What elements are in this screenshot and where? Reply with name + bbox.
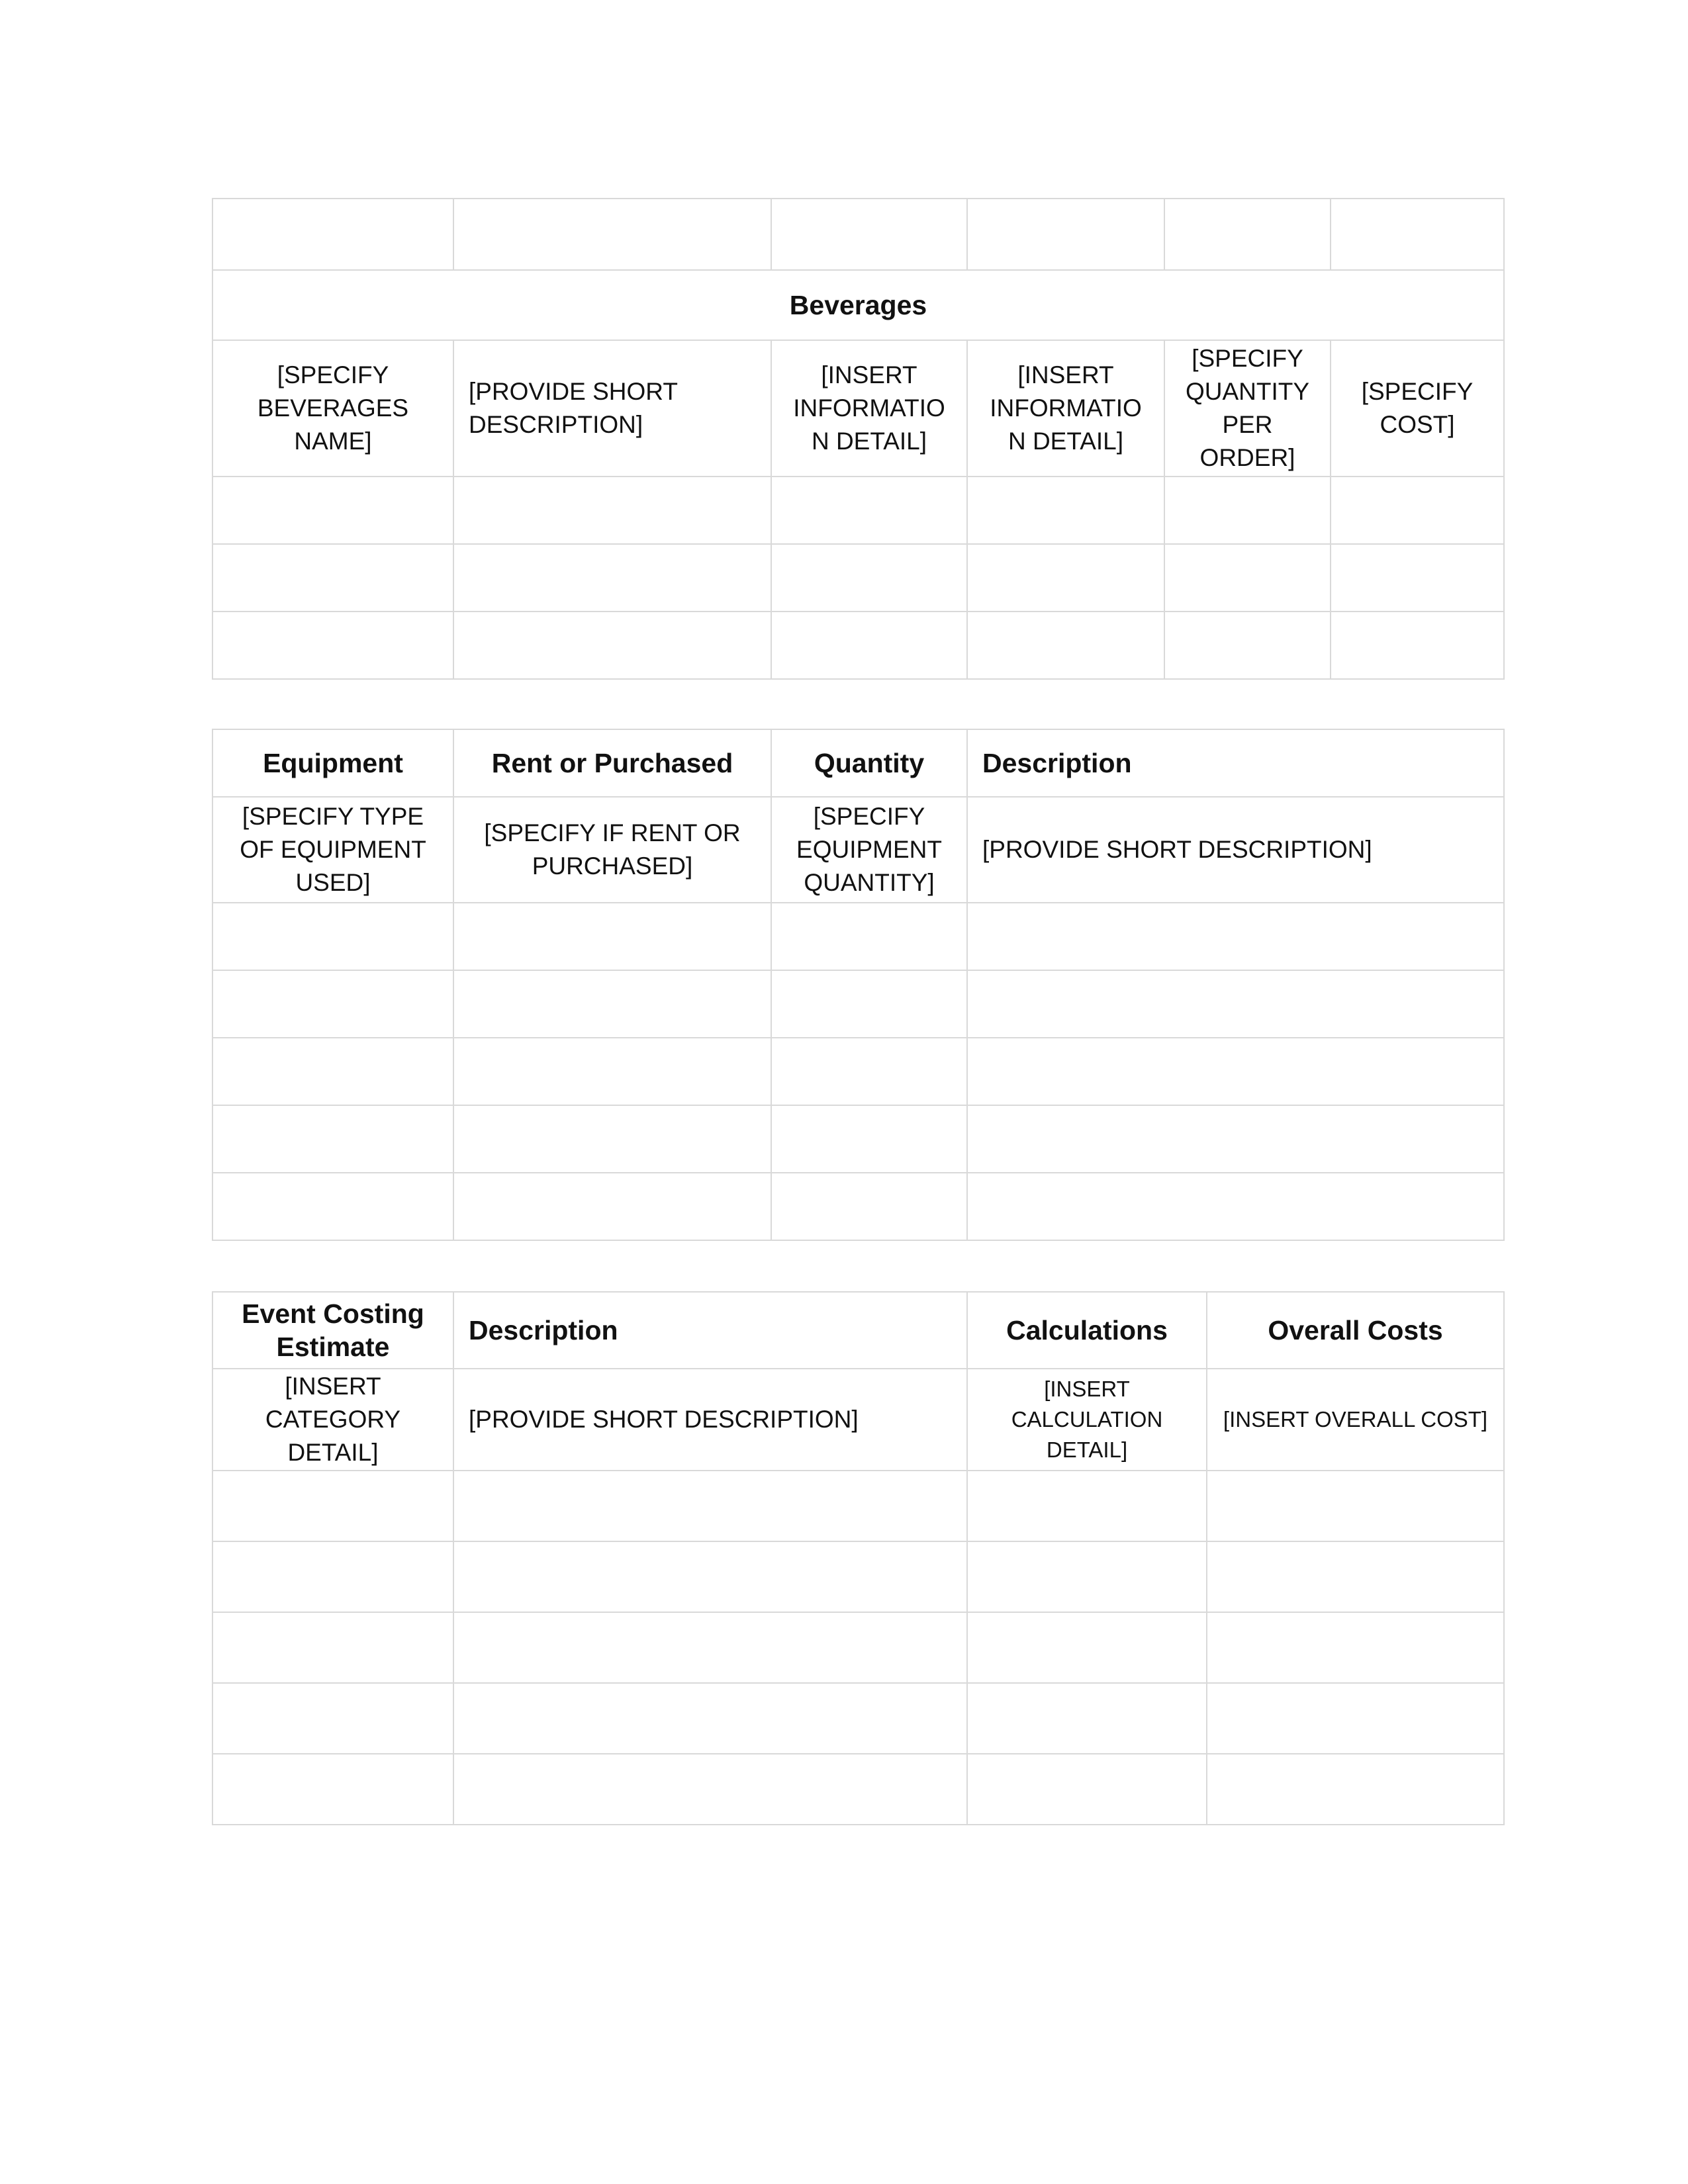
table-row xyxy=(212,612,1504,679)
table-cell[interactable] xyxy=(1164,477,1331,544)
table-cell[interactable] xyxy=(212,1754,453,1825)
table-row xyxy=(212,477,1504,544)
table-cell[interactable] xyxy=(453,1541,967,1612)
table-cell[interactable] xyxy=(967,1754,1207,1825)
table-cell[interactable] xyxy=(453,544,771,612)
rent-or-purchased-cell[interactable]: [SPECIFY IF RENT OR PURCHASED] xyxy=(453,797,771,903)
beverage-description-cell[interactable]: [PROVIDE SHORT DESCRIPTION] xyxy=(453,340,771,477)
overall-cost-cell[interactable]: [INSERT OVERALL COST] xyxy=(1207,1369,1504,1471)
table-cell[interactable] xyxy=(453,1612,967,1683)
event-costing-table xyxy=(212,1291,1505,1825)
table-cell[interactable] xyxy=(967,970,1504,1038)
table-cell[interactable] xyxy=(212,1105,453,1173)
table-cell[interactable] xyxy=(967,1105,1504,1173)
table-row xyxy=(212,270,1504,340)
table-cell[interactable] xyxy=(771,970,967,1038)
table-row xyxy=(212,797,1504,903)
table-cell[interactable] xyxy=(967,1612,1207,1683)
table-cell[interactable] xyxy=(1207,1754,1504,1825)
beverage-cost-cell[interactable]: [SPECIFY COST] xyxy=(1331,340,1504,477)
equipment-description-cell[interactable]: [PROVIDE SHORT DESCRIPTION] xyxy=(967,797,1504,903)
table-row xyxy=(212,1683,1504,1754)
table-cell[interactable] xyxy=(453,1683,967,1754)
table-cell[interactable] xyxy=(212,1683,453,1754)
table-cell[interactable] xyxy=(453,612,771,679)
table-cell[interactable] xyxy=(212,199,453,270)
event-costing-estimate-header: Event Costing Estimate xyxy=(212,1292,453,1369)
table-row xyxy=(212,1541,1504,1612)
equipment-header: Equipment xyxy=(212,729,453,797)
equipment-table xyxy=(212,729,1505,1241)
table-cell[interactable] xyxy=(212,970,453,1038)
table-row xyxy=(212,544,1504,612)
table-cell[interactable] xyxy=(967,1541,1207,1612)
beverage-info-cell[interactable]: [INSERT INFORMATIO N DETAIL] xyxy=(771,340,967,477)
table-cell[interactable] xyxy=(453,1105,771,1173)
calculation-cell[interactable]: [INSERT CALCULATION DETAIL] xyxy=(967,1369,1207,1471)
table-cell[interactable] xyxy=(1207,1471,1504,1541)
table-cell[interactable] xyxy=(967,1683,1207,1754)
table-row xyxy=(212,1038,1504,1105)
table-row xyxy=(212,340,1504,477)
beverage-quantity-cell[interactable]: [SPECIFY QUANTITY PER ORDER] xyxy=(1164,340,1331,477)
category-cell[interactable]: [INSERT CATEGORY DETAIL] xyxy=(212,1369,453,1471)
description-header: Description xyxy=(967,729,1504,797)
table-row xyxy=(212,1105,1504,1173)
table-cell[interactable] xyxy=(1164,612,1331,679)
table-cell[interactable] xyxy=(771,1038,967,1105)
description-header: Description xyxy=(453,1292,967,1369)
table-cell[interactable] xyxy=(1331,612,1504,679)
table-cell[interactable] xyxy=(1207,1612,1504,1683)
table-header-row xyxy=(212,1292,1504,1369)
table-cell[interactable] xyxy=(967,612,1164,679)
table-cell[interactable] xyxy=(967,1038,1504,1105)
table-cell[interactable] xyxy=(453,903,771,970)
beverages-table xyxy=(212,198,1505,680)
table-row xyxy=(212,1754,1504,1825)
table-cell[interactable] xyxy=(967,544,1164,612)
beverages-title: Beverages xyxy=(212,270,1504,340)
table-cell[interactable] xyxy=(771,1173,967,1240)
table-cell[interactable] xyxy=(771,612,967,679)
table-cell[interactable] xyxy=(1331,544,1504,612)
table-row xyxy=(212,903,1504,970)
table-cell[interactable] xyxy=(453,1173,771,1240)
table-cell[interactable] xyxy=(771,903,967,970)
table-row xyxy=(212,199,1504,270)
equipment-type-cell[interactable]: [SPECIFY TYPE OF EQUIPMENT USED] xyxy=(212,797,453,903)
table-cell[interactable] xyxy=(1164,544,1331,612)
table-row xyxy=(212,1612,1504,1683)
table-row xyxy=(212,1369,1504,1471)
quantity-header: Quantity xyxy=(771,729,967,797)
table-cell[interactable] xyxy=(212,1612,453,1683)
table-cell[interactable] xyxy=(212,1541,453,1612)
beverage-info-cell[interactable]: [INSERT INFORMATIO N DETAIL] xyxy=(967,340,1164,477)
equipment-quantity-cell[interactable]: [SPECIFY EQUIPMENT QUANTITY] xyxy=(771,797,967,903)
table-cell[interactable] xyxy=(967,1471,1207,1541)
table-cell[interactable] xyxy=(212,477,453,544)
table-row xyxy=(212,1471,1504,1541)
table-cell[interactable] xyxy=(212,903,453,970)
table-cell[interactable] xyxy=(1207,1683,1504,1754)
table-cell[interactable] xyxy=(212,612,453,679)
table-cell[interactable] xyxy=(771,199,967,270)
calculations-header: Calculations xyxy=(967,1292,1207,1369)
table-cell[interactable] xyxy=(1207,1541,1504,1612)
table-cell[interactable] xyxy=(212,544,453,612)
table-row xyxy=(212,1173,1504,1240)
table-cell[interactable] xyxy=(967,903,1504,970)
rent-or-purchased-header: Rent or Purchased xyxy=(453,729,771,797)
table-cell[interactable] xyxy=(967,199,1164,270)
table-row xyxy=(212,970,1504,1038)
table-cell[interactable] xyxy=(212,1038,453,1105)
table-header-row xyxy=(212,729,1504,797)
costing-description-cell[interactable]: [PROVIDE SHORT DESCRIPTION] xyxy=(453,1369,967,1471)
table-cell[interactable] xyxy=(771,1105,967,1173)
table-cell[interactable] xyxy=(453,970,771,1038)
beverage-name-cell[interactable]: [SPECIFY BEVERAGES NAME] xyxy=(212,340,453,477)
table-cell[interactable] xyxy=(212,1173,453,1240)
table-cell[interactable] xyxy=(1331,477,1504,544)
table-cell[interactable] xyxy=(212,1471,453,1541)
table-cell[interactable] xyxy=(453,1038,771,1105)
table-cell[interactable] xyxy=(771,544,967,612)
table-cell[interactable] xyxy=(453,199,771,270)
overall-costs-header: Overall Costs xyxy=(1207,1292,1504,1369)
table-cell[interactable] xyxy=(771,477,967,544)
table-cell[interactable] xyxy=(967,477,1164,544)
table-cell[interactable] xyxy=(453,1471,967,1541)
table-cell[interactable] xyxy=(453,1754,967,1825)
table-cell[interactable] xyxy=(967,1173,1504,1240)
table-cell[interactable] xyxy=(1164,199,1331,270)
table-cell[interactable] xyxy=(453,477,771,544)
table-cell[interactable] xyxy=(1331,199,1504,270)
